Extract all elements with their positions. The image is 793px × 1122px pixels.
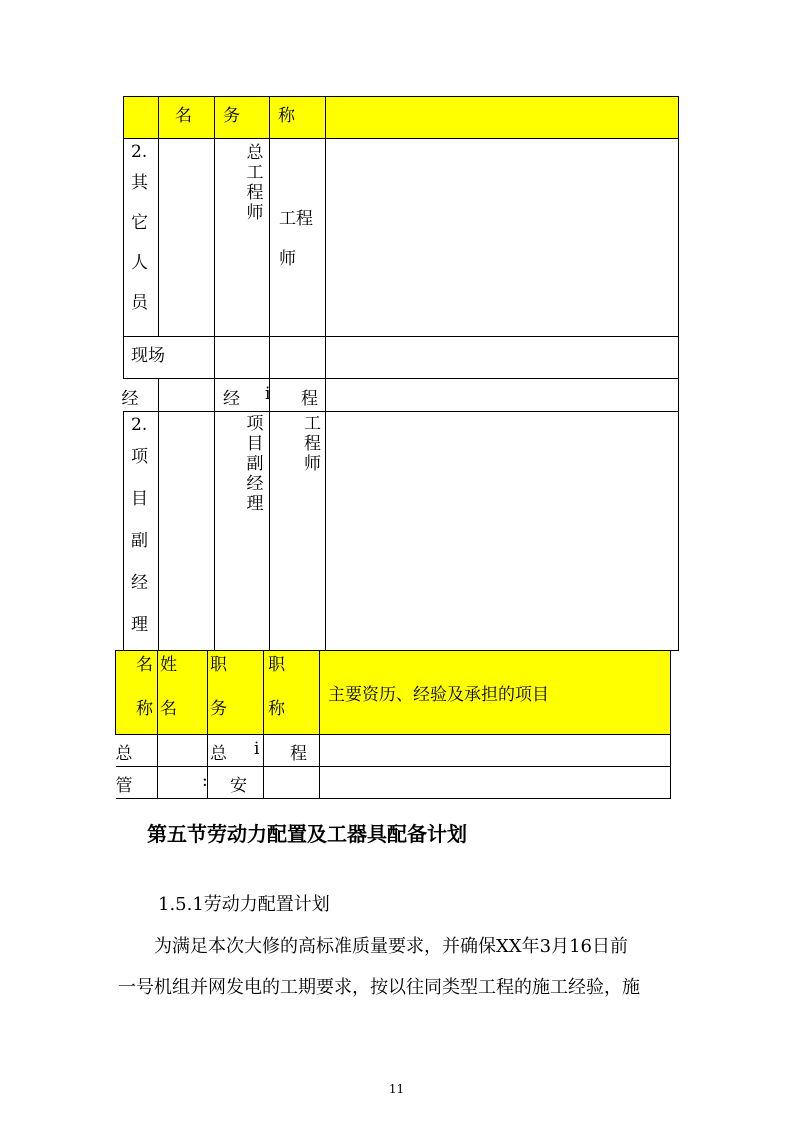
row-experience-cell — [326, 412, 679, 651]
row-category-cell: 管 — [116, 767, 158, 799]
table-row — [124, 139, 679, 337]
row-experience-cell — [326, 337, 679, 379]
row-position-cell: 总 i — [208, 735, 264, 767]
table-row — [124, 412, 679, 651]
header-cell-position: 职 务 — [208, 651, 264, 735]
row-name-cell: : — [158, 767, 208, 799]
row-category-cell: 总 — [116, 735, 158, 767]
header-cell-name: 姓 名 — [158, 651, 208, 735]
row-title-cell — [270, 337, 326, 379]
page-number: 11 — [388, 1082, 405, 1096]
header-cell-title: 职 称 — [264, 651, 320, 735]
row-experience-cell — [326, 139, 679, 337]
section-heading: 第五节劳动力配置及工器具配备计划 — [147, 822, 467, 846]
table-row — [116, 767, 671, 799]
table-row — [124, 379, 679, 412]
row-name-cell — [158, 735, 208, 767]
paragraph-line-1: 为满足本次大修的高标准质量要求，并确保XX年3月16日前 — [154, 936, 628, 957]
row-title-cell — [264, 767, 320, 799]
row-site-cell: 现场 — [124, 337, 215, 379]
header-cell-blank — [124, 97, 159, 139]
row-title-cell: 程 — [264, 735, 320, 767]
header-cell-category: 名 称 — [116, 651, 158, 735]
row-name-cell — [159, 379, 215, 412]
header-cell-experience — [326, 97, 679, 139]
personnel-table-continued — [123, 96, 679, 651]
table-row — [116, 735, 671, 767]
row-title-cell: 程 — [270, 379, 326, 412]
row-position-cell: 项目副经理 — [215, 412, 270, 651]
header-cell-title: 称 — [270, 97, 326, 139]
row-name-cell — [159, 139, 215, 337]
row-title-cell: 工程师 — [270, 139, 326, 337]
row-experience-cell — [320, 735, 671, 767]
subsection-heading: 1.5.1劳动力配置计划 — [158, 894, 330, 915]
row-experience-cell — [326, 379, 679, 412]
header-cell-experience: 主要资历、经验及承担的项目 — [320, 651, 671, 735]
row-position-cell: 经 i — [215, 379, 270, 412]
row-position-cell — [215, 337, 270, 379]
header-cell-name: 名 — [159, 97, 215, 139]
table-header-row — [124, 97, 679, 139]
table-header-row — [116, 651, 671, 735]
table-row — [124, 337, 679, 379]
row-manager-category: 经 — [124, 379, 159, 412]
row-category-deputy: 2. 项 目 副 经 理 — [124, 412, 159, 651]
row-position-cell: 总工程师 — [215, 139, 270, 337]
paragraph-line-2: 一号机组并网发电的工期要求，按以往同类型工程的施工经验，施 — [118, 977, 640, 998]
row-experience-cell — [320, 767, 671, 799]
row-category-other: 2. 其 它 人 员 — [124, 139, 159, 337]
row-position-cell: 安 — [208, 767, 264, 799]
personnel-table — [115, 650, 671, 799]
header-cell-position: 务 — [215, 97, 270, 139]
row-name-cell — [159, 412, 215, 651]
row-title-cell: 工程师 — [270, 412, 326, 651]
